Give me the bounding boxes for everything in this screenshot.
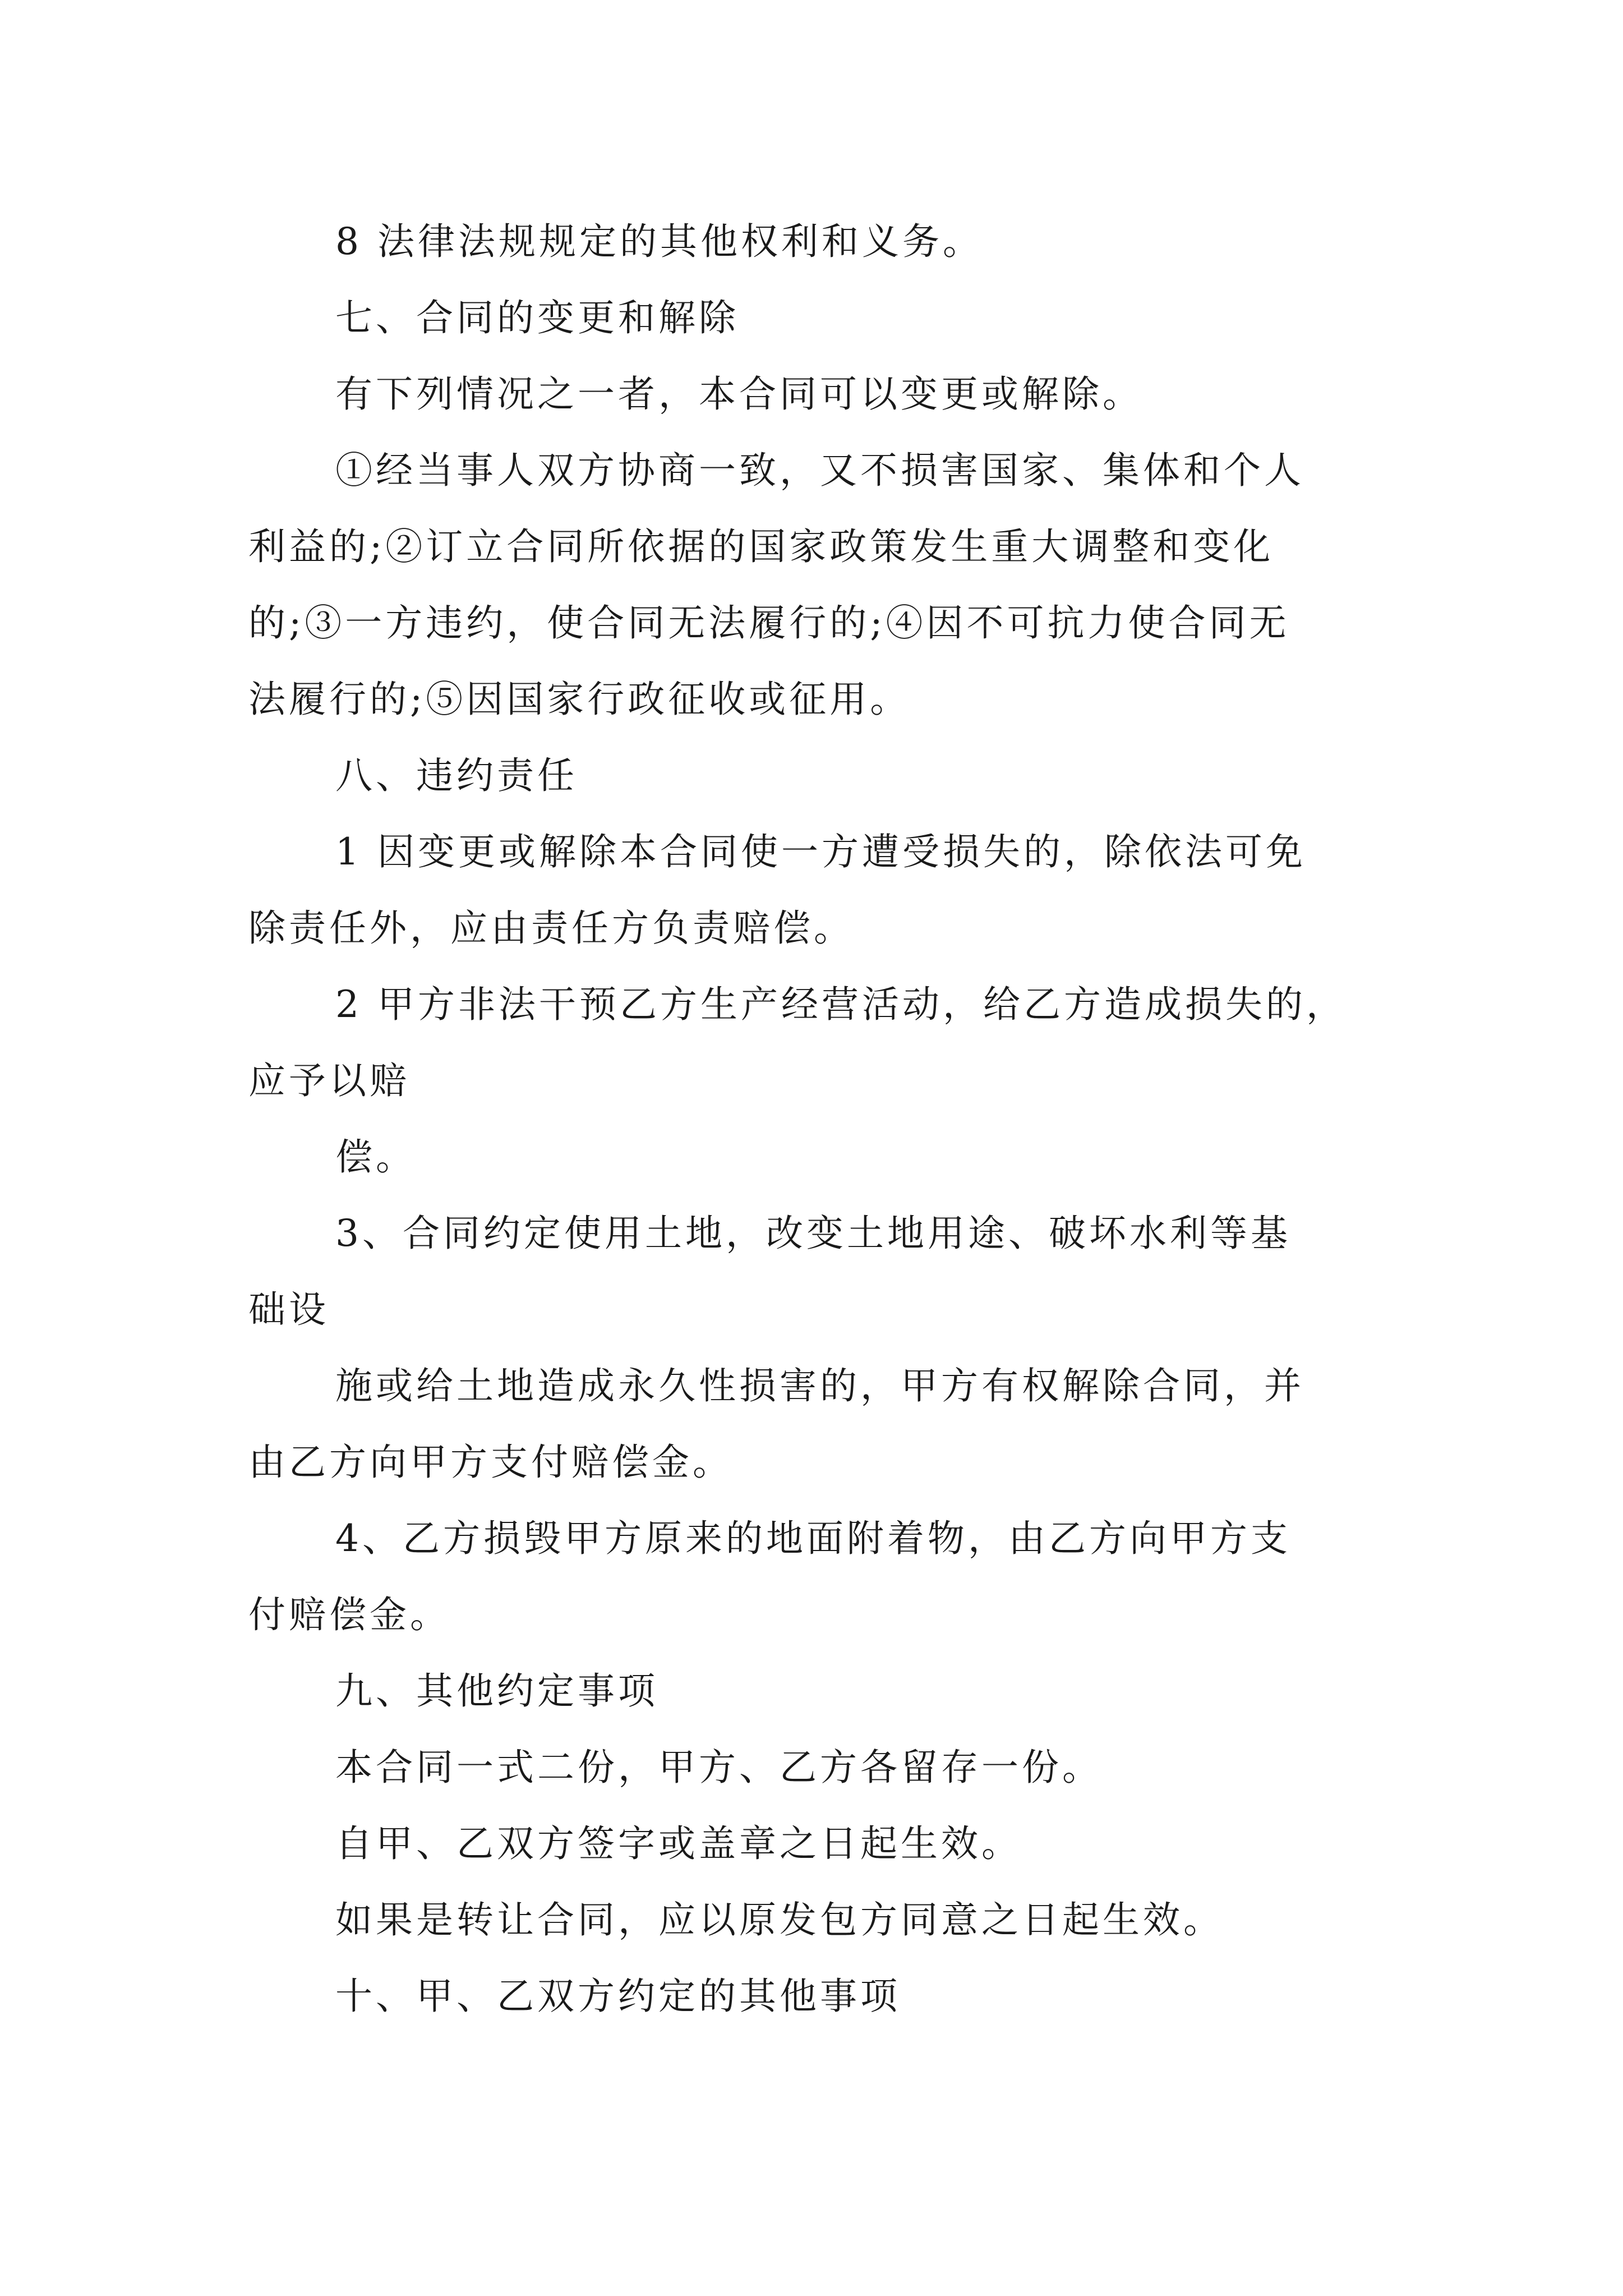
- line-19: 付赔偿金。: [248, 1593, 450, 1636]
- line-18: 4、乙方损毁甲方原来的地面附着物，由乙方向甲方支: [335, 1517, 1291, 1560]
- line-24: 十、甲、乙双方约定的其他事项: [335, 1975, 901, 2018]
- line-13: 偿。: [335, 1135, 416, 1179]
- line-20: 九、其他约定事项: [335, 1669, 658, 1713]
- line-15: 础设: [248, 1288, 329, 1331]
- line-22: 自甲、乙双方签字或盖章之日起生效。: [335, 1822, 1022, 1865]
- line-1: 8 法律法规规定的其他权利和义务。: [335, 220, 983, 263]
- line-3: 有下列情况之一者，本合同可以变更或解除。: [335, 372, 1143, 416]
- line-10: 除责任外，应由责任方负责赔偿。: [248, 907, 854, 950]
- line-23: 如果是转让合同，应以原发包方同意之日起生效。: [335, 1898, 1224, 1941]
- line-9: 1 因变更或解除本合同使一方遭受损失的，除依法可免: [335, 830, 1306, 873]
- line-7: 法履行的;⑤因国家行政征收或征用。: [248, 678, 911, 721]
- line-4: ①经当事人双方协商一致，又不损害国家、集体和个人: [335, 449, 1304, 492]
- line-12: 应予以赔: [248, 1059, 410, 1102]
- line-5: 利益的;②订立合同所依据的国家政策发生重大调整和变化: [248, 525, 1274, 568]
- line-11: 2 甲方非法干预乙方生产经营活动，给乙方造成损失的，: [335, 983, 1347, 1026]
- line-6: 的;③一方违约，使合同无法履行的;④因不可抗力使合同无: [248, 601, 1290, 645]
- line-17: 由乙方向甲方支付赔偿金。: [248, 1441, 733, 1484]
- line-8: 八、违约责任: [335, 754, 578, 797]
- line-2: 七、合同的变更和解除: [335, 296, 739, 339]
- line-14: 3、合同约定使用土地，改变土地用途、破坏水利等基: [335, 1212, 1291, 1255]
- line-21: 本合同一式二份，甲方、乙方各留存一份。: [335, 1746, 1103, 1789]
- line-16: 施或给土地造成永久性损害的，甲方有权解除合同，并: [335, 1364, 1304, 1407]
